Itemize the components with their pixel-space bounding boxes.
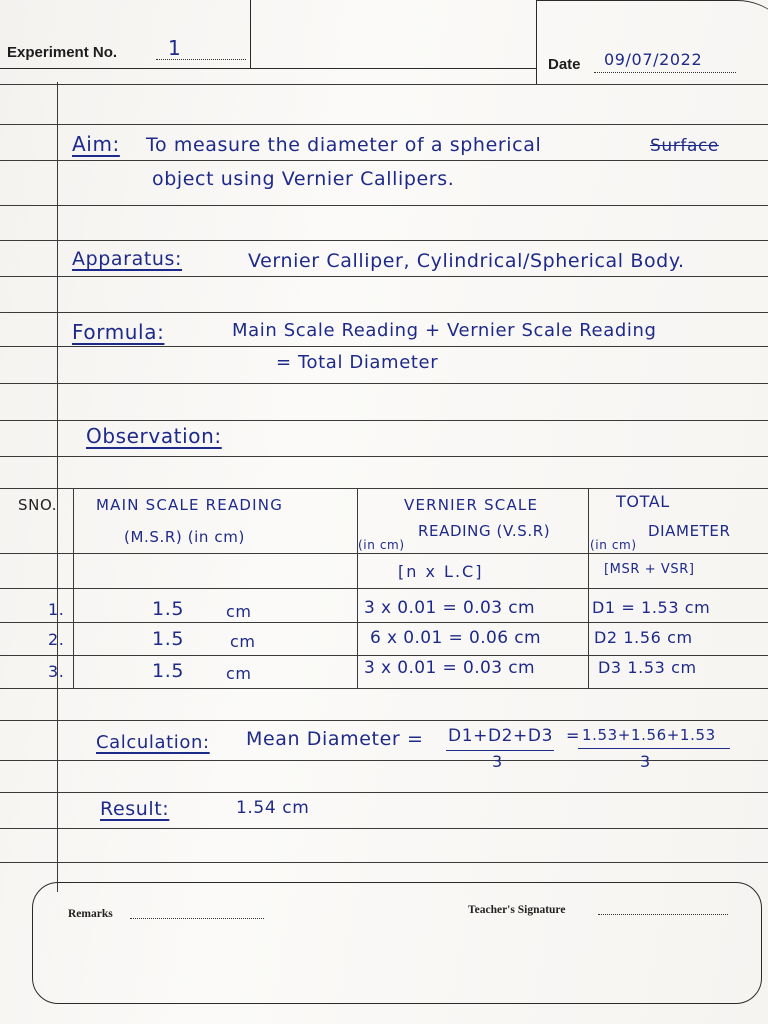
calc-numerator-2: 1.53+1.56+1.53 bbox=[582, 726, 716, 744]
row2-msr-unit: cm bbox=[230, 632, 256, 651]
header-vsr-line3: [n x L.C] bbox=[398, 562, 484, 581]
row1-msr: 1.5 bbox=[152, 598, 185, 620]
row3-msr: 1.5 bbox=[152, 660, 185, 682]
table-col-divider-3 bbox=[588, 488, 589, 688]
calc-fraction-bar-2 bbox=[578, 748, 730, 749]
header-total-line3: [MSR + VSR] bbox=[604, 562, 695, 577]
ruled-line bbox=[0, 760, 768, 761]
formula-line1: Main Scale Reading + Vernier Scale Reading bbox=[232, 320, 657, 341]
ruled-line bbox=[0, 205, 768, 206]
experiment-label: Experiment No. bbox=[7, 44, 118, 61]
row2-msr: 1.5 bbox=[152, 628, 185, 650]
ruled-line bbox=[0, 720, 768, 721]
calculation-label: Calculation: bbox=[96, 732, 210, 753]
date-label: Date bbox=[548, 56, 581, 73]
ruled-line bbox=[0, 312, 768, 313]
experiment-number: 1 bbox=[168, 36, 182, 60]
ruled-line bbox=[0, 124, 768, 125]
remarks-dots bbox=[130, 918, 264, 919]
apparatus-label: Apparatus: bbox=[72, 248, 183, 270]
ruled-line bbox=[0, 862, 768, 863]
ruled-line bbox=[0, 588, 768, 589]
header-total-unit: (in cm) bbox=[590, 538, 637, 552]
observation-label: Observation: bbox=[86, 424, 222, 448]
calculation-text: Mean Diameter = bbox=[246, 728, 424, 750]
aim-text-line2: object using Vernier Callipers. bbox=[152, 168, 455, 190]
teacher-signature-dots bbox=[598, 914, 728, 915]
ruled-line bbox=[0, 160, 768, 161]
table-col-divider-1 bbox=[73, 488, 74, 688]
ruled-line bbox=[0, 792, 768, 793]
teacher-signature-label: Teacher's Signature bbox=[468, 904, 566, 916]
ruled-line bbox=[0, 240, 768, 241]
row2-total: D2 1.56 cm bbox=[594, 628, 693, 647]
row1-msr-unit: cm bbox=[226, 602, 252, 621]
row2-sno: 2. bbox=[48, 630, 65, 649]
row3-msr-unit: cm bbox=[226, 664, 252, 683]
row3-total: D3 1.53 cm bbox=[598, 658, 697, 677]
remarks-label: Remarks bbox=[68, 908, 113, 920]
ruled-line bbox=[0, 688, 768, 689]
header-vsr-line1: VERNIER SCALE bbox=[404, 496, 539, 514]
header-vsr-line2: READING (V.S.R) bbox=[418, 522, 551, 540]
formula-line2: = Total Diameter bbox=[276, 352, 439, 373]
ruled-line bbox=[0, 456, 768, 457]
header-total-line1: TOTAL bbox=[616, 492, 670, 511]
ruled-line bbox=[0, 346, 768, 347]
table-col-divider-2 bbox=[357, 488, 358, 688]
row1-vsr: 3 x 0.01 = 0.03 cm bbox=[364, 598, 535, 618]
header-vsr-unit: (in cm) bbox=[358, 538, 405, 552]
ruled-line bbox=[0, 553, 768, 554]
result-value: 1.54 cm bbox=[236, 798, 310, 818]
ruled-line bbox=[0, 622, 768, 623]
ruled-line bbox=[0, 383, 768, 384]
row2-vsr: 6 x 0.01 = 0.06 cm bbox=[370, 628, 541, 648]
apparatus-text: Vernier Calliper, Cylindrical/Spherical Body. bbox=[248, 250, 685, 272]
header-middle-box bbox=[250, 0, 536, 69]
aim-struck-word: Surface bbox=[650, 136, 719, 156]
margin-line bbox=[57, 82, 58, 892]
formula-label: Formula: bbox=[72, 320, 165, 344]
ruled-line bbox=[0, 420, 768, 421]
header-total-line2: DIAMETER bbox=[648, 522, 731, 540]
row3-sno: 3. bbox=[48, 662, 65, 681]
calc-fraction-bar-1 bbox=[446, 750, 554, 751]
calc-denominator-1: 3 bbox=[492, 752, 503, 771]
ruled-line bbox=[0, 276, 768, 277]
header-msr-line2: (M.S.R) (in cm) bbox=[124, 528, 245, 546]
result-label: Result: bbox=[100, 798, 170, 820]
ruled-line bbox=[0, 84, 768, 85]
footer-frame bbox=[32, 882, 762, 1004]
calc-numerator-1: D1+D2+D3 bbox=[448, 726, 554, 746]
date-value: 09/07/2022 bbox=[604, 50, 703, 69]
date-dots bbox=[594, 72, 736, 73]
aim-text-line1: To measure the diameter of a spherical bbox=[146, 134, 542, 156]
calc-denominator-2: 3 bbox=[640, 752, 651, 771]
row1-sno: 1. bbox=[48, 600, 65, 619]
calc-equals: = bbox=[566, 726, 581, 745]
row3-vsr: 3 x 0.01 = 0.03 cm bbox=[364, 658, 535, 678]
row1-total: D1 = 1.53 cm bbox=[592, 598, 711, 617]
header-msr-line1: MAIN SCALE READING bbox=[96, 496, 284, 514]
ruled-line bbox=[0, 828, 768, 829]
ruled-line bbox=[0, 488, 768, 489]
header-sno: SNO. bbox=[18, 496, 58, 514]
aim-label: Aim: bbox=[72, 132, 120, 156]
ruled-line bbox=[0, 655, 768, 656]
